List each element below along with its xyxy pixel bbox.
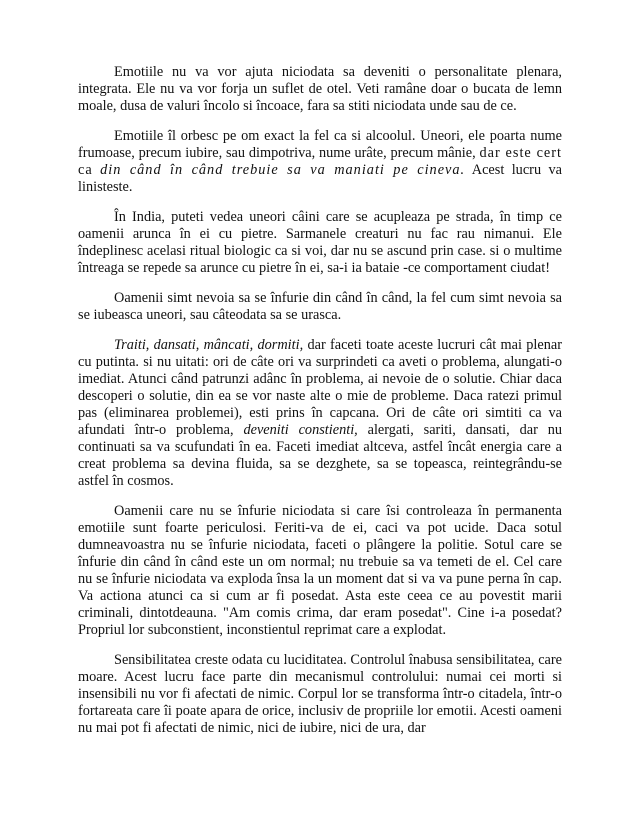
paragraph-text: Oamenii simt nevoia sa se înfurie din când în când, la fel cum simt nevoia sa se iubeasca uneori, sau câteodata sa se urasca. [78,290,562,323]
paragraph-2 [78,128,562,196]
paragraph-7 [78,652,562,737]
paragraph-text: Oamenii care nu se înfurie niciodata si care îsi controleaza în permanenta emotiile sunt foarte periculosi. Feriti-va de ei, caci va pot ucide. Daca sotul dumneavoastra nu se înfurie niciodata, faceti o plângere la politie. Sotul care se înfurie din când în când este un om normal; nu trebuie sa va temeti de el. Cel care nu se înfurie niciodata va exploda însa la un moment dat si va va pune perna în cap. Va actiona atunci ca si cum ar fi posedat. Asta este ceea ce au povestit marii criminali, dintotdeauna. "Am comis crima, dar eram posedat". Cine i-a posedat? Propriul lor subconstient, inconstientul reprimat care a explodat. [78,503,562,638]
document-page [78,64,562,737]
italic-phrase: Traiti, dansati, mâncati, dormiti, [114,337,304,353]
italic-phrase: deveniti constienti, [243,422,358,438]
paragraph-text: Emotiile îl orbesc pe om exact la fel ca si alcoolul. Uneori, ele poarta nume frumoase, precum iubire, sau dimpotriva, nume urâte, precum mânie, [78,128,562,161]
paragraph-text: Emotiile nu va vor ajuta niciodata sa deveniti o personalitate plenara, integrata. Ele nu va vor forja un suflet de otel. Veti ramâne doar o bucata de lemn moale, dusa de valuri încolo si încoace, fara sa stiti niciodata unde sau de ce. [78,64,562,114]
paragraph-4 [78,290,562,324]
paragraph-text: Sensibilitatea creste odata cu luciditatea. Controlul înabusa sensibilitatea, care moare. Acest lucru face parte din mecanismul controlului: numai cei morti si insensibili nu vor fi afectati de nimic. Corpul lor se transforma într-o citadela, într-o fortareata care îi poate apara de orice, inclusiv de propriile lor emotii. Acesti oameni nu mai pot fi afectati de nimic, nici de iubire, nici de ura, dar [78,652,562,736]
paragraph-text: În India, puteti vedea uneori câini care se acupleaza pe strada, în timp ce oamenii arunca în ei cu pietre. Sarmanele creaturi nu fac rau nimanui. Ele îndeplinesc acelasi ritual biologic ca si voi, dar nu se ascund prin case. si o multime întreaga se repede sa arunce cu pietre în ei, sa-i ia bataie -ce comportament ciudat! [78,209,562,276]
paragraph-text: Acest lucru va linisteste. [78,162,562,195]
paragraph-5 [78,337,562,490]
paragraph-3 [78,209,562,277]
paragraph-6 [78,503,562,639]
spaced-phrase: dar este cert ca [78,145,562,178]
paragraph-text: alergati, sariti, dansati, dar nu continuati sa va scufundati în ea. Faceti imediat altceva, astfel încât energia care a creat problema sa devina fluida, sa se dezghete, sa se topeasca, reintegrându-se astfel în cosmos. [78,422,562,489]
italic-phrase: din când în când trebuie sa va maniati pe cineva. [100,162,466,178]
paragraph-1 [78,64,562,115]
paragraph-text: dar faceti toate aceste lucruri cât mai plenar cu putinta. si nu uitati: ori de câte ori va surprindeti ca aveti o problema, alungati-o imediat. Atunci când patrunzi adânc în problema, ai nevoie de o solutie. Chiar daca descoperi o solutie, din ea se vor naste alte o mie de probleme. Daca ratezi primul pas (eliminarea problemei), esti prins în capcana. Ori de câte ori simtiti ca va afundati într-o problema, [78,337,562,438]
space [93,162,100,178]
